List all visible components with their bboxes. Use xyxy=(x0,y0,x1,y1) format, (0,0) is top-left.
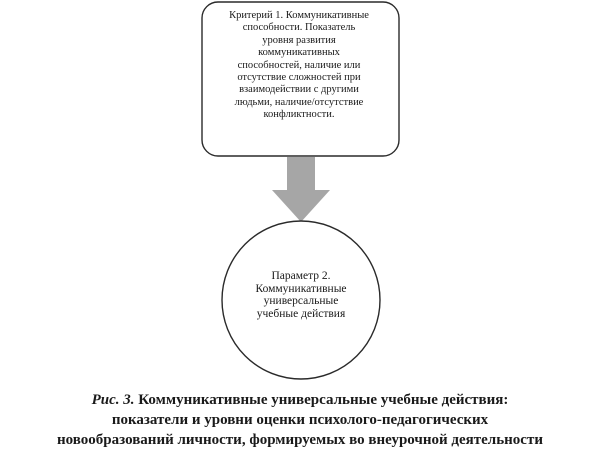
caption-line-2: показатели и уровни оценки психолого-педагогических xyxy=(111,412,489,428)
caption-line-3: новообразований личности, формируемых во внеурочной деятельности xyxy=(57,432,543,448)
parameter-text: Параметр 2. Коммуникативные универсальные учебные действия xyxy=(255,270,347,320)
figure-label: Рис. 3. xyxy=(91,392,135,408)
caption-line-1 xyxy=(0,390,600,410)
figure-caption xyxy=(0,390,600,450)
caption-title: Коммуникативные универсальные учебные действия: xyxy=(138,392,509,408)
down-arrow-icon xyxy=(272,157,330,222)
criterion-text: Критерий 1. Коммуникативные способности. Показатель уровня развития коммуникативных способностей, наличие или отсутствие сложностей при взаимодействии с другими людьми, наличие/отсутствие конфликтности. xyxy=(229,10,369,121)
